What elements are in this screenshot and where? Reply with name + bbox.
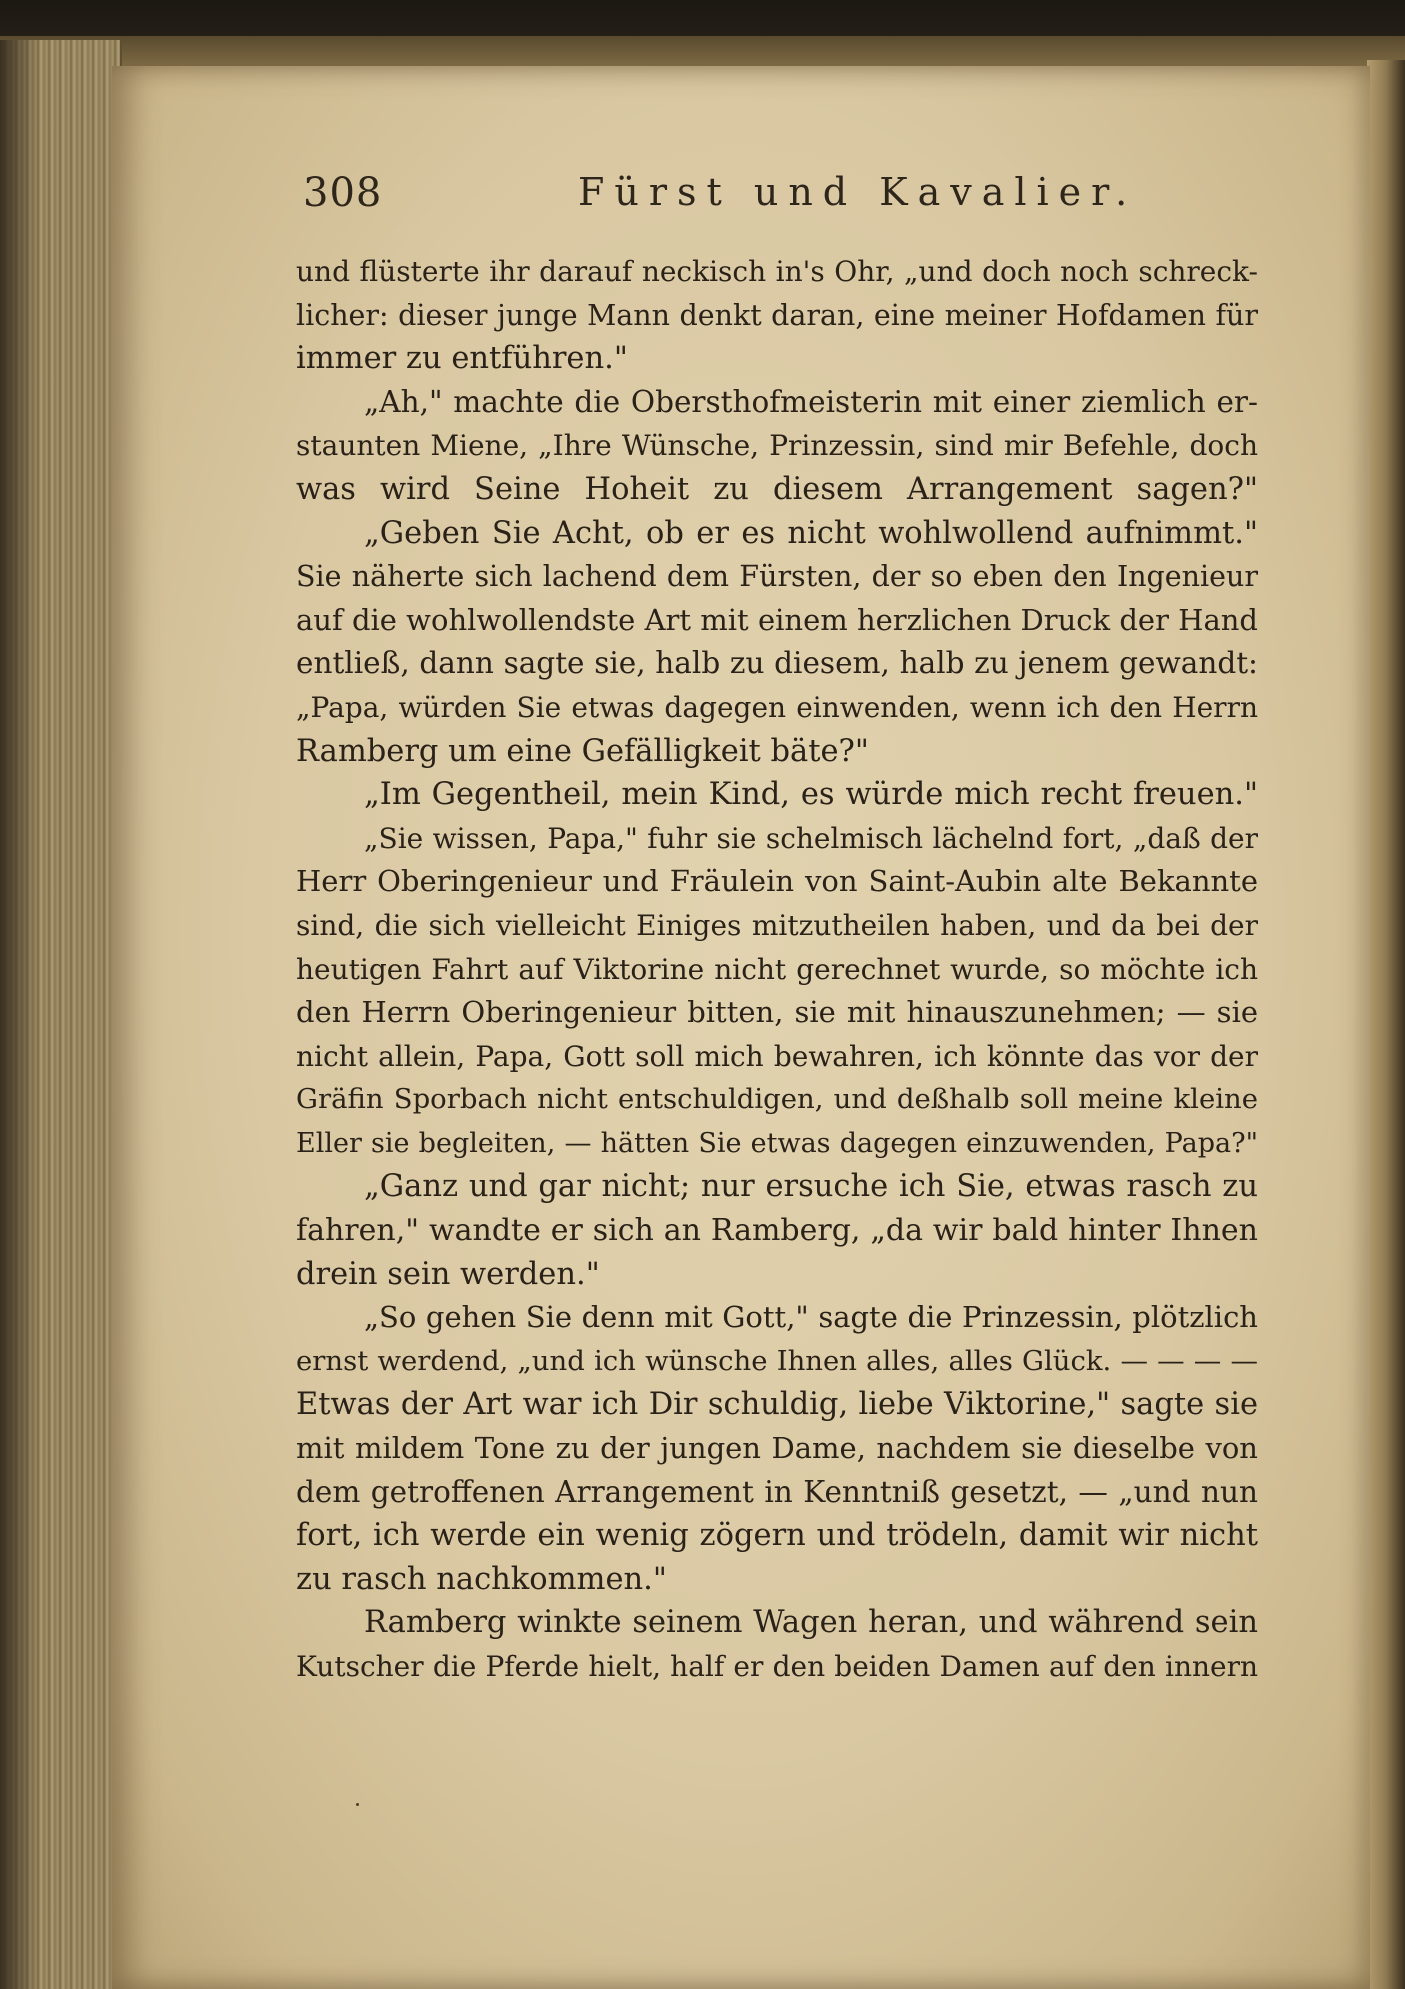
text-line: auf die wohlwollendste Art mit einem herzlichen Druck der Hand <box>296 602 1258 637</box>
text-line: entließ, dann sagte sie, halb zu diesem, halb zu jenem gewandt: <box>296 646 1258 681</box>
page-header <box>303 170 1138 230</box>
text-line: „Im Gegentheil, mein Kind, es würde mich recht freuen." <box>364 777 1258 813</box>
text-line: nicht allein, Papa, Gott soll mich bewahren, ich könnte das vor der <box>296 1039 1258 1073</box>
text-line: Gräfin Sporbach nicht entschuldigen, und deßhalb soll meine kleine <box>296 1083 1258 1116</box>
text-line: immer zu entführen." <box>296 341 628 377</box>
text-line: licher: dieser junge Mann denkt daran, eine meiner Hofdamen für <box>296 298 1258 332</box>
text-line: Eller sie begleiten, — hätten Sie etwas dagegen einzuwenden, Papa?" <box>296 1127 1258 1159</box>
text-line: mit mildem Tone zu der jungen Dame, nachdem sie dieselbe von <box>296 1431 1258 1466</box>
text-line: sind, die sich vielleicht Einiges mitzutheilen haben, und da bei der <box>296 908 1258 942</box>
text-line: Ramberg um eine Gefälligkeit bäte?" <box>296 733 869 769</box>
text-line: Herr Oberingenieur und Fräulein von Saint-Aubin alte Bekannte <box>296 864 1258 899</box>
text-line: Kutscher die Pferde hielt, half er den beiden Damen auf den innern <box>296 1650 1258 1683</box>
text-line: „Papa, würden Sie etwas dagegen einwenden, wenn ich den Herrn <box>296 690 1258 724</box>
page-number: 308 <box>303 170 383 216</box>
text-line: „Sie wissen, Papa," fuhr sie schelmisch lächelnd fort, „daß der <box>364 821 1258 855</box>
text-line: „Geben Sie Acht, ob er es nicht wohlwollend aufnimmt." <box>364 515 1258 551</box>
text-line: Sie näherte sich lachend dem Fürsten, der so eben den Ingenieur <box>296 560 1258 594</box>
body-text <box>296 250 1258 1689</box>
text-line: fort, ich werde ein wenig zögern und trödeln, damit wir nicht <box>296 1518 1258 1554</box>
text-line: fahren," wandte er sich an Ramberg, „da wir bald hinter Ihnen <box>296 1213 1258 1249</box>
text-line: Etwas der Art war ich Dir schuldig, liebe Viktorine," sagte sie <box>296 1387 1258 1423</box>
text-line: „Ah," machte die Obersthofmeisterin mit einer ziemlich er- <box>364 384 1258 419</box>
running-title: Fürst und Kavalier. <box>578 170 1138 214</box>
text-line: „Ganz und gar nicht; nur ersuche ich Sie, etwas rasch zu <box>364 1169 1258 1205</box>
text-line: den Herrn Oberingenieur bitten, sie mit hinauszunehmen; — sie <box>296 995 1258 1030</box>
text-line: dem getroffenen Arrangement in Kenntniß gesetzt, — „und nun <box>296 1474 1258 1509</box>
text-line: ernst werdend, „und ich wünsche Ihnen alles, alles Glück. — — — — <box>296 1344 1258 1377</box>
book-cover-right <box>1367 60 1405 1989</box>
text-line: staunten Miene, „Ihre Wünsche, Prinzessin, sind mir Befehle, doch <box>296 429 1258 463</box>
text-line: zu rasch nachkommen." <box>296 1561 667 1597</box>
text-line: „So gehen Sie denn mit Gott," sagte die Prinzessin, plötzlich <box>364 1300 1258 1335</box>
text-line: drein sein werden." <box>296 1256 600 1292</box>
text-line: was wird Seine Hoheit zu diesem Arrangement sagen?" <box>296 471 1258 507</box>
text-line: Ramberg winkte seinem Wagen heran, und während sein <box>364 1605 1258 1641</box>
text-line: heutigen Fahrt auf Viktorine nicht gerechnet wurde, so möchte ich <box>296 952 1258 986</box>
paper-speck <box>356 1803 359 1806</box>
page-edges-shadow <box>0 40 40 1989</box>
text-line: und flüsterte ihr darauf neckisch in's Ohr, „und doch noch schreck- <box>296 255 1258 288</box>
